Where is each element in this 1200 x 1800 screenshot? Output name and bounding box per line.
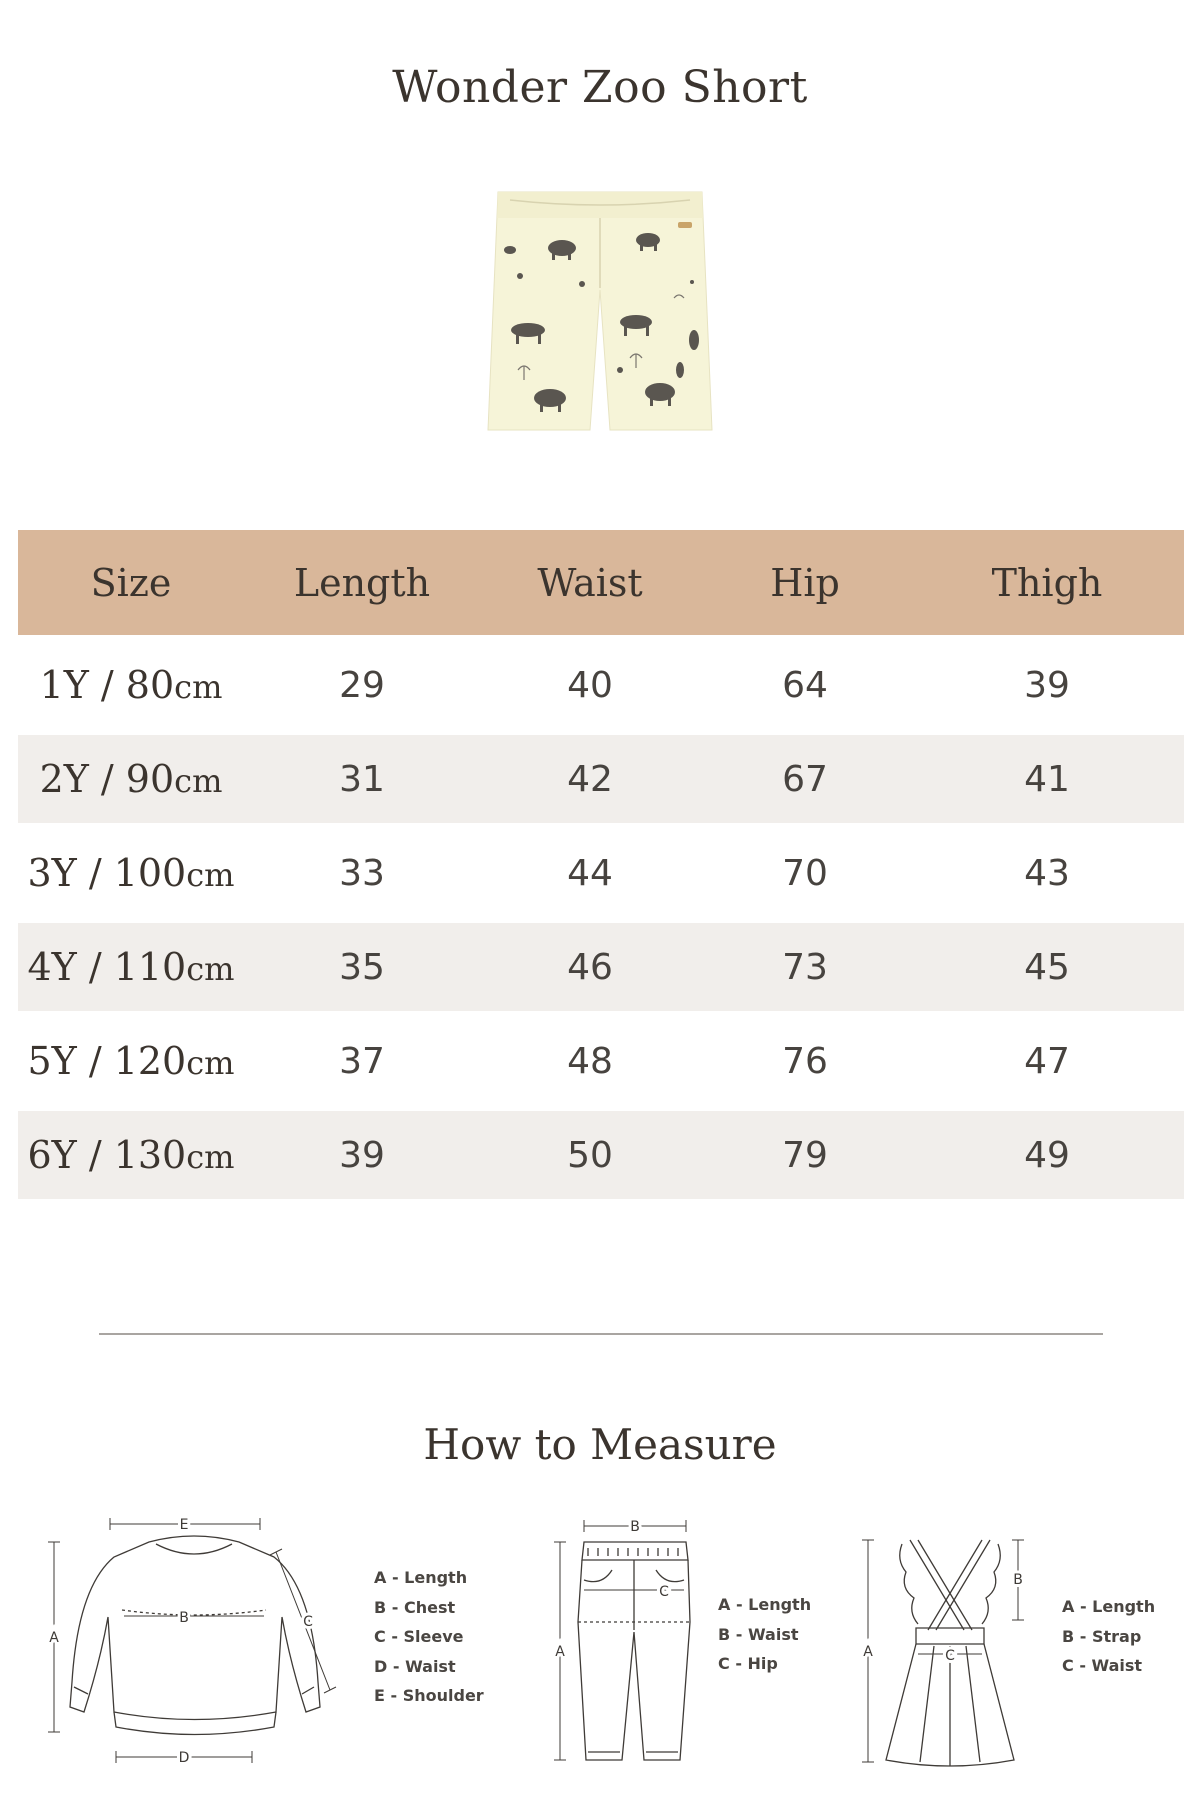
length-cell: 33 bbox=[339, 852, 385, 894]
size-unit: cm bbox=[186, 950, 235, 988]
waist-cell: 50 bbox=[480, 1111, 700, 1199]
column-header-length: Length bbox=[244, 530, 480, 635]
column-header-size: Size bbox=[18, 530, 244, 635]
legend-item: B - Strap bbox=[1062, 1626, 1142, 1646]
table-row bbox=[18, 923, 1184, 1011]
column-header-hip: Hip bbox=[700, 530, 910, 635]
size-unit: cm bbox=[174, 668, 223, 706]
size-unit: cm bbox=[186, 1044, 235, 1082]
table-header-row bbox=[18, 530, 1184, 635]
legend-item: A - Length bbox=[374, 1568, 468, 1587]
legend-item: C - Waist bbox=[1062, 1656, 1143, 1675]
size-cell bbox=[18, 1011, 244, 1111]
mark-c: C bbox=[303, 1614, 313, 1630]
top-measure-diagram bbox=[44, 1512, 344, 1772]
top-measure-legend bbox=[374, 1563, 484, 1711]
waist-cell: 46 bbox=[480, 923, 700, 1011]
size-label: 2Y / 90 bbox=[39, 757, 175, 801]
legend-item: B - Waist bbox=[718, 1624, 799, 1644]
legend-item: A - Length bbox=[1062, 1597, 1156, 1616]
table-row bbox=[18, 1111, 1184, 1199]
pants-measure-legend bbox=[718, 1590, 811, 1679]
legend-item: A - Length bbox=[718, 1595, 812, 1614]
section-divider bbox=[99, 1333, 1103, 1335]
pants-measure-diagram bbox=[544, 1512, 714, 1772]
size-chart-table bbox=[18, 530, 1184, 1199]
thigh-cell: 45 bbox=[910, 923, 1184, 1011]
legend-item: E - Shoulder bbox=[374, 1686, 484, 1705]
mark-d: D bbox=[178, 1750, 190, 1766]
mark-a: A bbox=[555, 1644, 565, 1660]
table-row bbox=[18, 823, 1184, 923]
size-label: 4Y / 110 bbox=[27, 945, 187, 989]
size-label: 3Y / 100 bbox=[27, 851, 187, 895]
thigh-cell: 47 bbox=[1024, 1040, 1070, 1082]
waist-cell: 48 bbox=[567, 1040, 613, 1082]
page-title: Wonder Zoo Short bbox=[392, 62, 808, 113]
waist-cell: 42 bbox=[480, 735, 700, 823]
size-unit: cm bbox=[186, 856, 235, 894]
size-label: 6Y / 130 bbox=[27, 1133, 187, 1177]
mark-c: C bbox=[659, 1584, 669, 1600]
mark-b: B bbox=[630, 1519, 640, 1535]
hip-cell: 67 bbox=[700, 735, 910, 823]
size-cell bbox=[18, 923, 244, 1011]
mark-c: C bbox=[945, 1648, 955, 1664]
waist-cell: 40 bbox=[567, 664, 613, 706]
length-cell: 31 bbox=[244, 735, 480, 823]
table-row bbox=[18, 735, 1184, 823]
size-unit: cm bbox=[174, 762, 223, 800]
length-cell: 29 bbox=[339, 664, 385, 706]
size-unit: cm bbox=[186, 1138, 235, 1176]
mark-e: E bbox=[179, 1517, 189, 1533]
column-header-thigh: Thigh bbox=[910, 530, 1184, 635]
size-label: 5Y / 120 bbox=[27, 1039, 187, 1083]
hip-cell: 70 bbox=[782, 852, 828, 894]
hip-cell: 73 bbox=[700, 923, 910, 1011]
overall-measure-legend bbox=[1062, 1592, 1155, 1681]
table-row bbox=[18, 635, 1184, 735]
legend-item: D - Waist bbox=[374, 1656, 456, 1676]
overall-measure-diagram bbox=[856, 1520, 1036, 1770]
thigh-cell: 41 bbox=[910, 735, 1184, 823]
waist-cell: 44 bbox=[567, 852, 613, 894]
column-header-waist: Waist bbox=[480, 530, 700, 635]
hip-cell: 79 bbox=[700, 1111, 910, 1199]
mark-b: B bbox=[179, 1610, 189, 1626]
legend-item: B - Chest bbox=[374, 1597, 456, 1617]
legend-item: C - Sleeve bbox=[374, 1627, 464, 1646]
thigh-cell: 43 bbox=[1024, 852, 1070, 894]
size-cell bbox=[18, 735, 244, 823]
thigh-cell: 39 bbox=[1024, 664, 1070, 706]
mark-b: B bbox=[1013, 1572, 1023, 1588]
size-cell bbox=[18, 635, 244, 735]
length-cell: 39 bbox=[244, 1111, 480, 1199]
hip-cell: 76 bbox=[782, 1040, 828, 1082]
table-row bbox=[18, 1011, 1184, 1111]
product-image bbox=[470, 180, 730, 440]
mark-a: A bbox=[863, 1644, 873, 1660]
length-cell: 35 bbox=[244, 923, 480, 1011]
length-cell: 37 bbox=[339, 1040, 385, 1082]
how-to-measure-title: How to Measure bbox=[423, 1420, 777, 1469]
legend-item: C - Hip bbox=[718, 1654, 778, 1673]
size-cell bbox=[18, 823, 244, 923]
size-cell bbox=[18, 1111, 244, 1199]
hip-cell: 64 bbox=[782, 664, 828, 706]
size-label: 1Y / 80 bbox=[39, 663, 175, 707]
mark-a: A bbox=[49, 1630, 59, 1646]
thigh-cell: 49 bbox=[910, 1111, 1184, 1199]
